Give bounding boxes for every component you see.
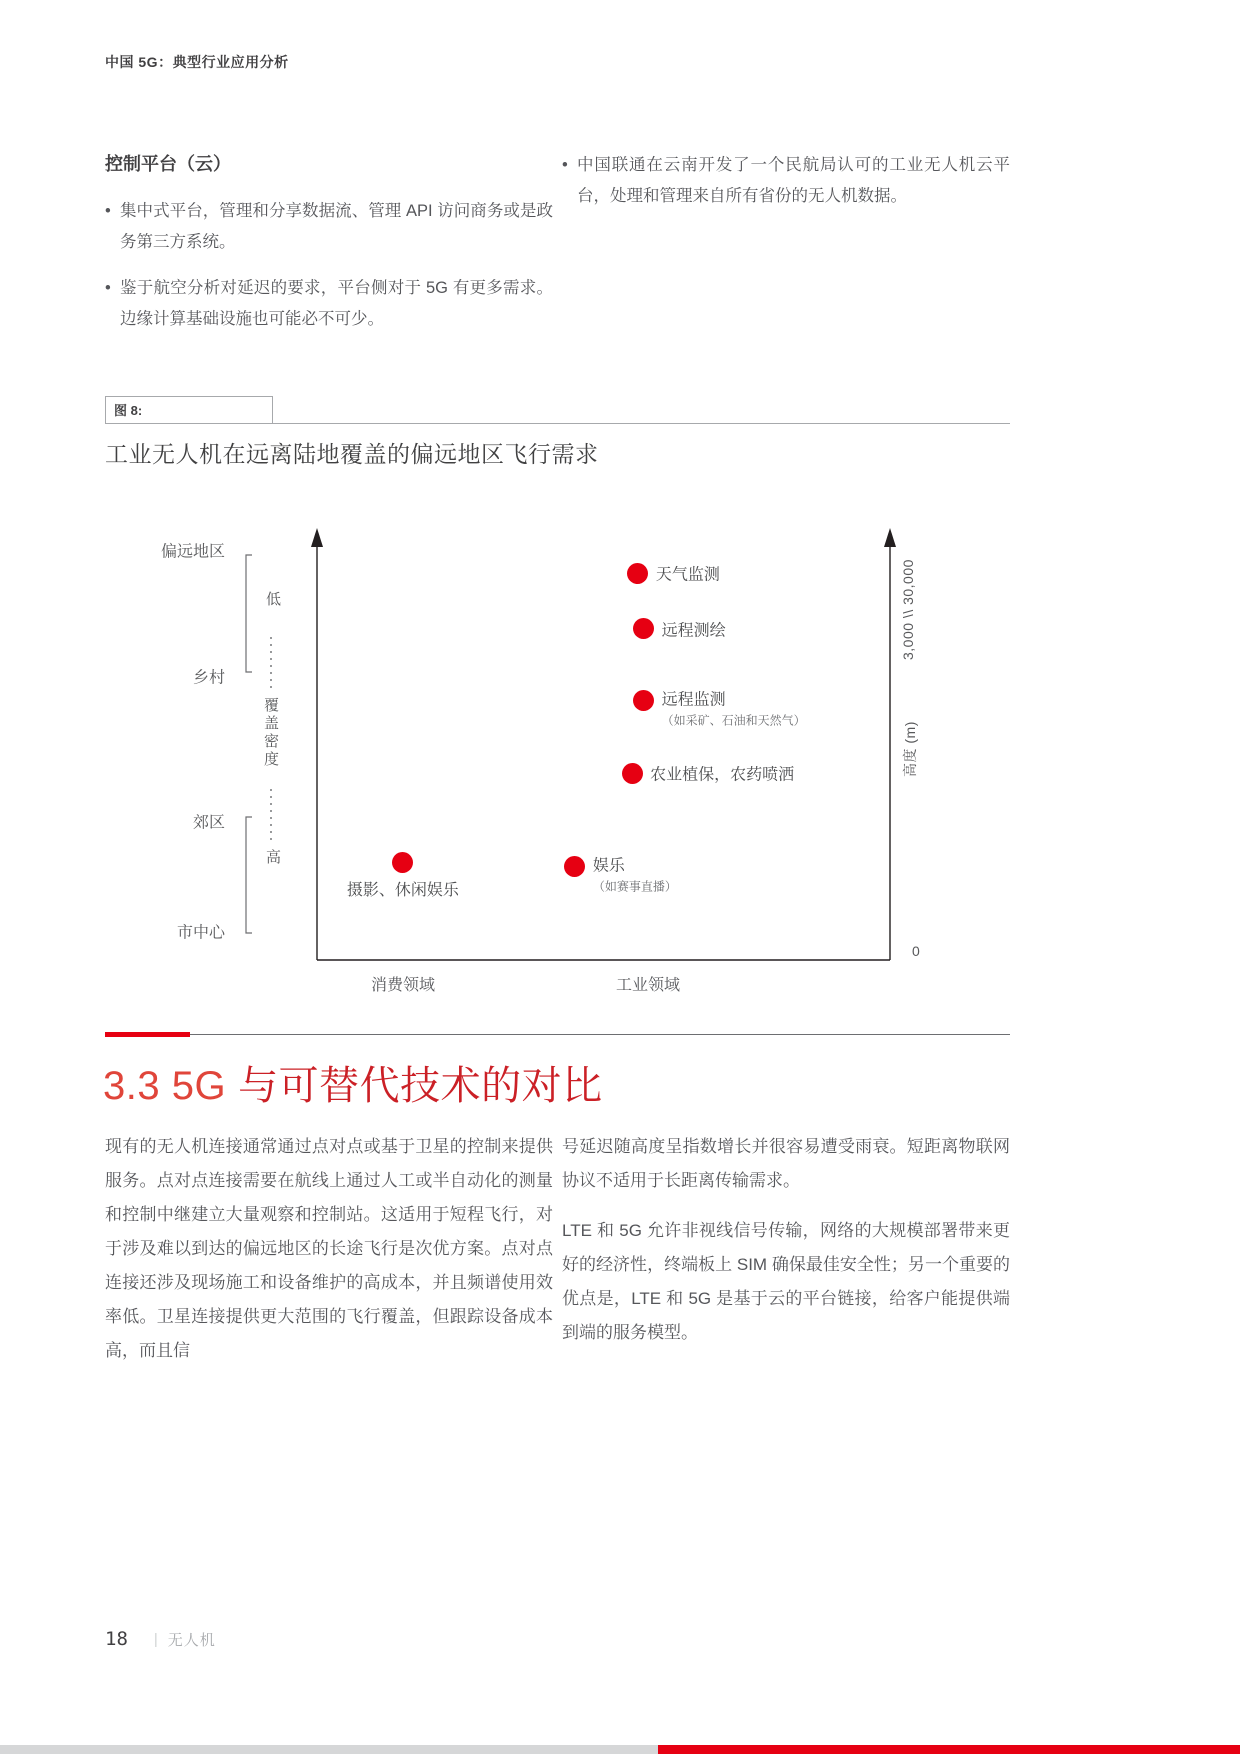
- figure-title: 工业无人机在远离陆地覆盖的偏远地区飞行需求: [105, 441, 599, 467]
- x-category-industrial: 工业领域: [615, 977, 680, 994]
- point-dot-icon: [633, 690, 654, 711]
- paragraph: LTE 和 5G 允许非视线信号传输，网络的大规模部署带来更好的经济性，终端板上 SIM 确保最佳安全性；另一个重要的优点是，LTE 和 5G 是基于云的平台链接，给客户能提供端到端的服务模型。: [562, 1221, 1010, 1342]
- area-label-suburb: 郊区: [192, 814, 225, 832]
- figure-label: 图 8:: [105, 396, 273, 424]
- area-label-downtown: 市中心: [176, 924, 225, 942]
- paragraph: 现有的无人机连接通常通过点对点或基于卫星的控制来提供服务。点对点连接需要在航线上通过人工或半自动化的测量和控制中继建立大量观察和控制站。这适用于短程飞行，对于涉及难以到达的偏远地区的长途飞行是次优方案。点对点连接还涉及现场施工和设备维护的高成本，并且频谱使用效率低。卫星连接提供更大范围的飞行覆盖，但跟踪设备成本高，而且信: [105, 1137, 553, 1360]
- point-label: 远程测绘: [661, 622, 726, 639]
- altitude-ticks-label: 3,000 \\ 30,000: [900, 559, 916, 660]
- control-platform-heading: 控制平台（云）: [105, 154, 231, 174]
- area-label-remote: 偏远地区: [160, 543, 225, 561]
- point-sublabel: （如赛事直播）: [592, 879, 677, 894]
- footer-section-label: 无人机: [167, 1631, 216, 1649]
- density-high-label: 高: [264, 849, 281, 867]
- point-sublabel: （如采矿、石油和天然气）: [661, 713, 806, 728]
- section-number: 3.3 5G: [103, 1064, 227, 1108]
- bullet-item: • 中国联通在云南开发了一个民航局认可的工业无人机云平台，处理和管理来自所有省份的无人机数据。: [562, 150, 1010, 211]
- point-label: 天气监测: [655, 566, 720, 584]
- page-number: 18: [105, 1628, 128, 1650]
- x-category-consumer: 消费领域: [370, 977, 435, 994]
- figure-chart: [100, 515, 1010, 1015]
- page-footer: [105, 1628, 216, 1650]
- bullet-item: • 鉴于航空分析对延迟的要求，平台侧对于 5G 有更多需求。边缘计算基础设施也可能必不可少。: [105, 273, 553, 334]
- density-axis-label: 覆盖密度: [262, 697, 279, 769]
- running-header: 中国 5G：典型行业应用分析: [105, 54, 289, 70]
- body-right-column: [562, 1130, 1010, 1366]
- divider-red-accent: [105, 1032, 190, 1037]
- bottom-red-bar: [658, 1745, 1240, 1754]
- plot-area: [317, 535, 890, 960]
- altitude-zero-tick: 0: [912, 943, 920, 959]
- divider-line: [190, 1034, 1010, 1035]
- point-dot-icon: [622, 763, 643, 784]
- point-dot-icon: [392, 852, 413, 873]
- point-dot-icon: [627, 563, 648, 584]
- point-label: 农业植保，农药喷洒: [650, 766, 795, 784]
- paragraph: 号延迟随高度呈指数增长并很容易遭受雨衰。短距离物联网协议不适用于长距离传输需求。: [562, 1137, 1010, 1190]
- point-dot-icon: [564, 856, 585, 877]
- bottom-gray-bar: [0, 1745, 658, 1754]
- bullet-item: • 集中式平台，管理和分享数据流、管理 API 访问商务或是政务第三方系统。: [105, 196, 553, 257]
- figure-rule: [273, 423, 1010, 424]
- section-title: 与可替代技术的对比: [238, 1064, 603, 1108]
- density-low-label: 低: [264, 591, 281, 609]
- point-label: 摄影、休闲娱乐: [346, 882, 459, 900]
- section-heading: [103, 1054, 603, 1111]
- point-label: 娱乐 （如赛事直播）: [592, 857, 677, 894]
- control-platform-column: [105, 150, 553, 350]
- point-label: 远程监测 （如采矿、石油和天然气）: [661, 691, 806, 728]
- section-divider: [105, 1032, 1010, 1038]
- point-dot-icon: [633, 618, 654, 639]
- footer-separator: |: [153, 1630, 158, 1648]
- body-left-column: [105, 1130, 553, 1384]
- figure-label-row: [105, 396, 1010, 424]
- right-bullet-column: [562, 150, 1010, 227]
- area-label-rural: 乡村: [192, 669, 225, 687]
- altitude-axis-label: 高度 (m): [902, 721, 918, 777]
